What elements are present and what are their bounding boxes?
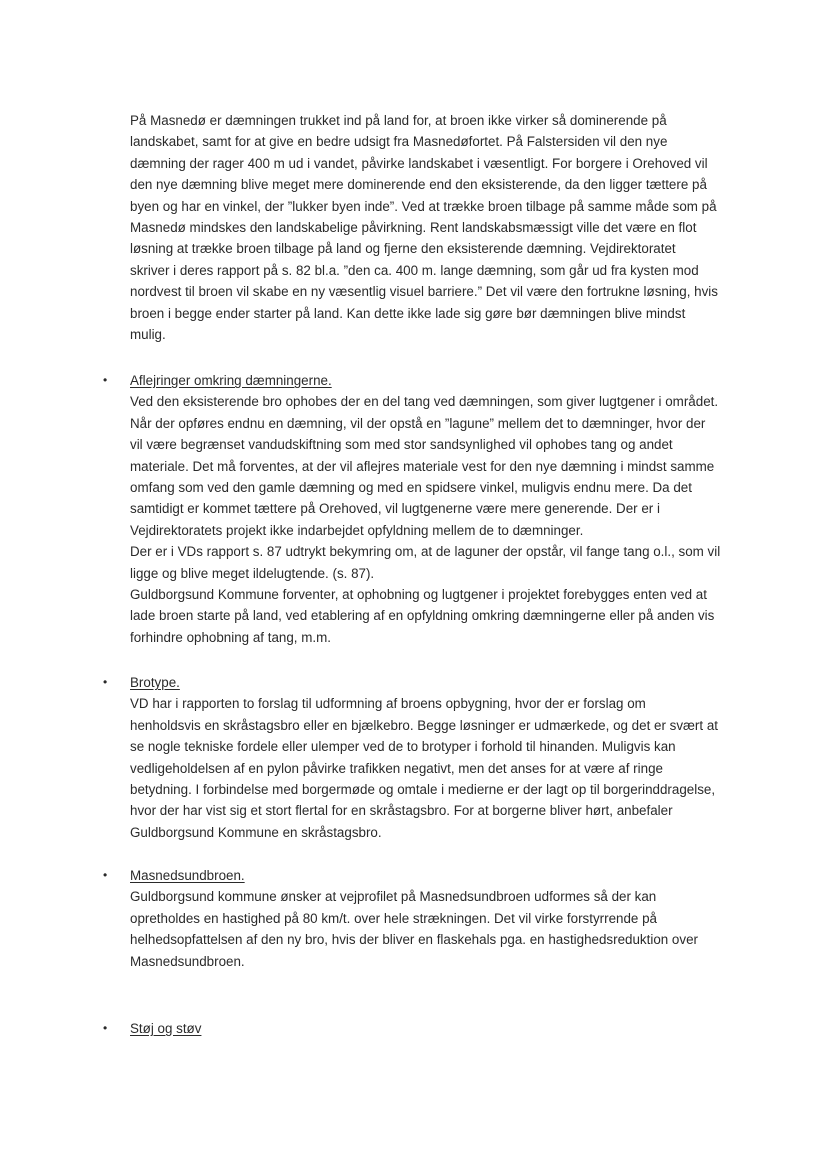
text-line: landskabet, samt for at give en bedre udsigt fra Masnedøfortet. På Falstersiden vil den nye [130,134,668,150]
section-body [130,672,770,843]
text-line: Der er i VDs rapport s. 87 udtrykt bekymring om, at de laguner der opstår, vil fange tang o.l., som vil [130,544,721,560]
bullet-point: • [103,675,108,689]
text-line: Når der opføres endnu en dæmning, vil der opstå en ”lagune” mellem det to dæmninger, hvor der [130,415,706,431]
text-line: materiale. Det må forventes, at der vil aflejres materiale vest for den nye dæmning i mindst samme [130,458,715,474]
text-line: hvor der har vist sig et stort flertal for en skråstagsbro. For at borgerne bliver hørt, anbefaler [130,803,673,819]
text-line: Guldborgsund Kommune forventer, at ophobning og lugtgener i projektet forebygges enten ved at [130,587,707,603]
section-heading: Masnedsundbroen. [130,868,245,883]
text-line: Ved den eksisterende bro ophobes der en del tang ved dæmningen, som giver lugtgener i området. [130,394,719,410]
text-line: Guldborgsund Kommune en skråstagsbro. [130,824,382,840]
text-line: Masnedø mindskes den landskabelige påvirkning. Rent landskabsmæssigt ville det være en flot [130,220,697,236]
text-line: broen i begge ender starter på land. Kan dette ikke lade sig gøre bør dæmningen blive mindst [130,305,686,321]
text-line: ligge og blive meget ildelugtende. (s. 87). [130,565,375,581]
text-line: opretholdes en hastighed på 80 km/t. over hele strækningen. Det vil virke forstyrrende på [130,910,657,926]
text-line: løsning at trække broen tilbage på land og fjerne den eksisterende dæmning. Vejdirektoratet [130,241,676,257]
text-line: dæmning der rager 400 m ud i vandet, påvirke landskabet i væsentligt. For borgere i Orehoved vil [130,155,708,171]
text-line: helhedsopfattelsen af den ny bro, hvis der bliver en flaskehals pga. en hastighedsreduktion over [130,932,698,948]
bullet-point: • [103,1021,108,1035]
bullet-point: • [103,868,108,882]
text-line: samtidigt er kommet tættere på Orehoved, vil lugtgenerne være mere generende. Der er i [130,501,660,517]
text-line: byen og har en vinkel, der ”lukker byen inde”. Ved at trække broen tilbage på samme måde som på [130,198,717,214]
text-line: vil være begrænset vandudskiftning som med stor sandsynlighed vil ophobes tang og andet [130,437,673,453]
text-line: vedligeholdelsen af en pylon påvirke trafikken negativt, men det anses for at være af ringe [130,760,663,776]
text-line: Masnedsundbroen. [130,953,245,969]
text-line: Vejdirektoratets projekt ikke indarbejdet opfyldning mellem de to dæmninger. [130,522,584,538]
text-line: Guldborgsund kommune ønsker at vejprofilet på Masnedsundbroen udformes så der kan [130,889,657,905]
text-line: mulig. [130,327,166,343]
bullet-point: • [103,373,108,387]
section-body [130,865,770,972]
text-line: lade broen starte på land, ved etablering af en opfyldning omkring dæmningerne eller på anden vis [130,608,715,624]
text-line: nordvest til broen vil skabe en ny væsentlig visuel barriere.” Det vil være den fortrukne løsning, hvis [130,284,718,300]
text-line: betydning. I forbindelse med borgermøde og omtale i medierne er der lagt op til borgerinddragelse, [130,782,716,798]
section-heading: Brotype. [130,675,180,690]
text-line: se nogle tekniske fordele eller ulemper ved de to brotyper i forhold til hinanden. Muligvis kan [130,739,676,755]
section-heading: Aflejringer omkring dæmningerne. [130,373,332,388]
text-line: skriver i deres rapport på s. 82 bl.a. ”den ca. 400 m. lange dæmning, som går ud fra kysten mod [130,262,699,278]
section-body [130,1018,770,1039]
text-line: forhindre ophobning af tang, m.m. [130,629,331,645]
section-body [130,370,770,648]
text-line: VD har i rapporten to forslag til udformning af broens opbygning, hvor der er forslag om [130,696,646,712]
text-line: På Masnedø er dæmningen trukket ind på land for, at broen ikke virker så dominerende på [130,113,667,128]
text-line: henholdsvis en skråstagsbro eller en bjælkebro. Begge løsninger er udmærkede, og det er svært at [130,717,719,733]
text-line: omfang som ved den gamle dæmning og med en spidsere vinkel, muligvis endnu mere. Da det [130,480,692,496]
intro-paragraph [130,110,760,345]
section-heading: Støj og støv [130,1021,202,1036]
text-line: den nye dæmning blive meget mere dominerende end den eksisterende, da den ligger tættere på [130,177,707,193]
